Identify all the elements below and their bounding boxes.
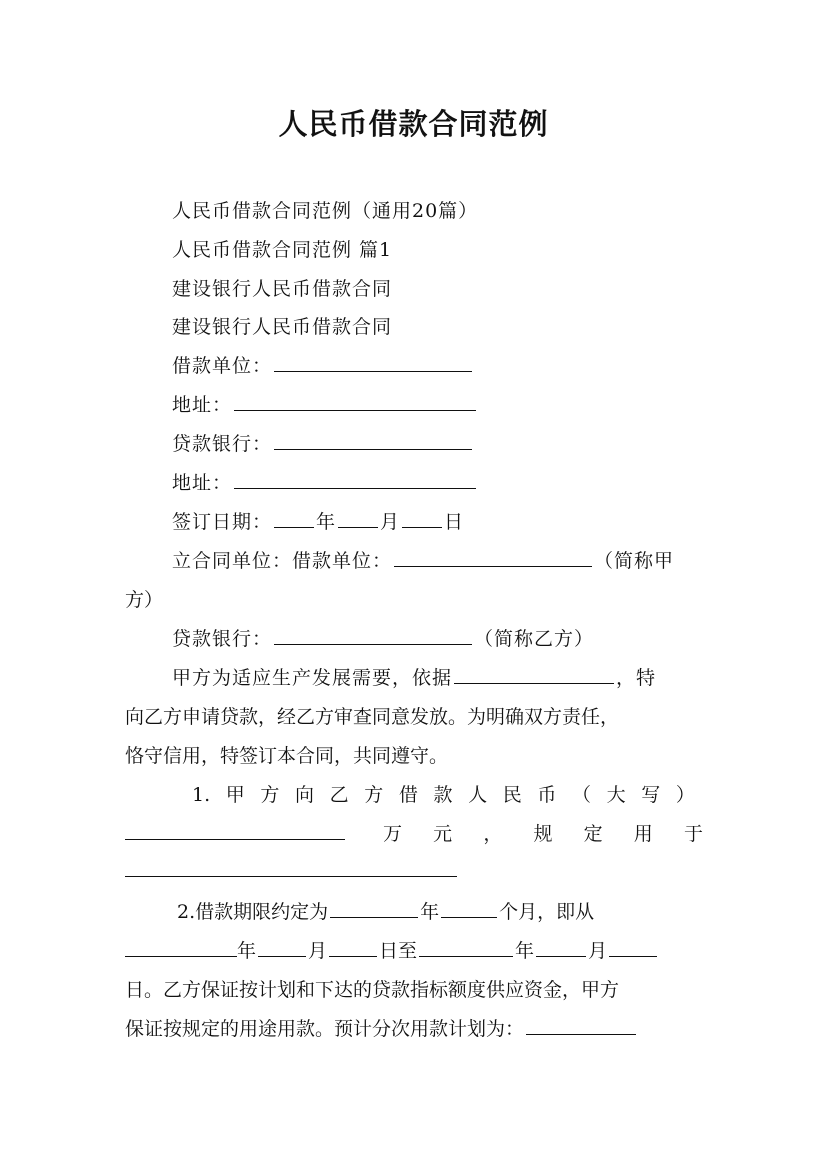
clause-char: 币 <box>537 784 557 806</box>
clause-1-number: 1. <box>192 784 211 806</box>
clause-2-line <box>177 899 703 925</box>
year-label: 年 <box>515 940 535 962</box>
purpose-blank[interactable] <box>125 858 457 877</box>
end-day-blank[interactable] <box>609 938 657 957</box>
start-month-blank[interactable] <box>258 938 306 957</box>
purpose-prefix: 甲方为适应生产发展需要，依据 <box>172 667 453 689</box>
clause-1-amount-line <box>125 821 703 847</box>
year-label: 年 <box>420 901 440 923</box>
clause-char: ） <box>675 784 695 806</box>
day-to-label: 日至 <box>379 940 418 962</box>
start-year-blank[interactable] <box>125 938 237 957</box>
year-blank[interactable] <box>274 509 314 528</box>
year-label: 年 <box>237 940 257 962</box>
end-year-blank[interactable] <box>419 938 513 957</box>
clause-char: 民 <box>502 784 522 806</box>
parties-line <box>172 548 674 574</box>
month-blank[interactable] <box>338 509 378 528</box>
document-title: 人民币借款合同范例 <box>278 107 549 141</box>
clause-char: 向 <box>295 784 315 806</box>
month-label: 月 <box>588 940 608 962</box>
amount-blank[interactable] <box>125 821 345 840</box>
clause-char: 元 <box>433 823 453 845</box>
term-years-blank[interactable] <box>330 899 418 918</box>
clause-char: 大 <box>606 784 626 806</box>
clause-2-line-3: 日。乙方保证按计划和下达的贷款指标额度供应资金，甲方 <box>125 979 620 1001</box>
clause-char: 规 <box>533 823 553 845</box>
clause-2-dates-line <box>125 938 703 964</box>
purpose-line <box>172 665 656 691</box>
months-label: 个月， <box>499 901 557 923</box>
party-a-blank[interactable] <box>394 548 592 567</box>
day-blank[interactable] <box>402 509 442 528</box>
clause-char: ， <box>483 823 503 845</box>
day-label: 日 <box>444 511 465 533</box>
clause-2-prefix: 2.借款期限约定为 <box>177 901 329 923</box>
parties-prefix: 立合同单位：借款单位： <box>172 550 393 572</box>
address-blank-2[interactable] <box>234 470 476 489</box>
lender-parties-line <box>172 626 594 652</box>
party-a-suffix: （简称甲 <box>594 550 675 572</box>
end-month-blank[interactable] <box>536 938 586 957</box>
clause-char: 于 <box>683 823 703 845</box>
clause-2-line-4 <box>125 1016 703 1042</box>
clause-char: 人 <box>468 784 488 806</box>
signing-date-label: 签订日期： <box>172 511 273 533</box>
schedule-blank[interactable] <box>526 1016 636 1035</box>
month-label: 月 <box>308 940 328 962</box>
signing-date-field <box>172 509 464 535</box>
clause-char: 定 <box>583 823 603 845</box>
clause-char: 方 <box>260 784 280 806</box>
clause-char: 万 <box>383 823 403 845</box>
lender-blank[interactable] <box>274 431 472 450</box>
section-heading: 人民币借款合同范例 篇1 <box>172 239 393 261</box>
lender-label: 贷款银行： <box>172 433 273 455</box>
clause-char: 甲 <box>225 784 245 806</box>
clause-char: 借 <box>398 784 418 806</box>
address-label: 地址： <box>172 394 233 416</box>
clause-char: 方 <box>364 784 384 806</box>
year-label: 年 <box>316 511 337 533</box>
borrower-label: 借款单位： <box>172 355 273 377</box>
purpose-line-3: 恪守信用，特签订本合同，共同遵守。 <box>125 745 449 767</box>
address-blank[interactable] <box>234 392 476 411</box>
clause-1-line <box>192 782 695 808</box>
month-label: 月 <box>380 511 401 533</box>
lender-prefix: 贷款银行： <box>172 628 273 650</box>
clause-char: 款 <box>433 784 453 806</box>
lender-address-field <box>172 470 478 496</box>
subtitle-line: 人民币借款合同范例（通用20篇） <box>172 200 479 222</box>
contract-name-line-2: 建设银行人民币借款合同 <box>172 316 393 338</box>
clause-char: （ <box>572 784 592 806</box>
amount-unit-chars <box>383 821 703 847</box>
clause-char: 乙 <box>329 784 349 806</box>
term-months-blank[interactable] <box>441 899 497 918</box>
from-label: 即从 <box>556 901 595 923</box>
clause-char: 用 <box>633 823 653 845</box>
clause-char: 写 <box>641 784 661 806</box>
clause-1-purpose-line <box>125 858 703 884</box>
parties-line-cont: 方） <box>125 589 164 611</box>
party-b-blank[interactable] <box>274 626 472 645</box>
basis-blank[interactable] <box>454 665 614 684</box>
address-label-2: 地址： <box>172 472 233 494</box>
purpose-suffix: ，特 <box>616 667 657 689</box>
schedule-label: 保证按规定的用途用款。预计分次用款计划为： <box>125 1018 525 1040</box>
lender-field <box>172 431 474 457</box>
purpose-line-2: 向乙方申请贷款，经乙方审查同意发放。为明确双方责任， <box>125 706 620 728</box>
borrower-field <box>172 353 474 379</box>
party-b-suffix: （简称乙方） <box>474 628 595 650</box>
start-day-blank[interactable] <box>329 938 377 957</box>
borrower-address-field <box>172 392 478 418</box>
contract-name-line: 建设银行人民币借款合同 <box>172 278 393 300</box>
borrower-blank[interactable] <box>274 353 472 372</box>
